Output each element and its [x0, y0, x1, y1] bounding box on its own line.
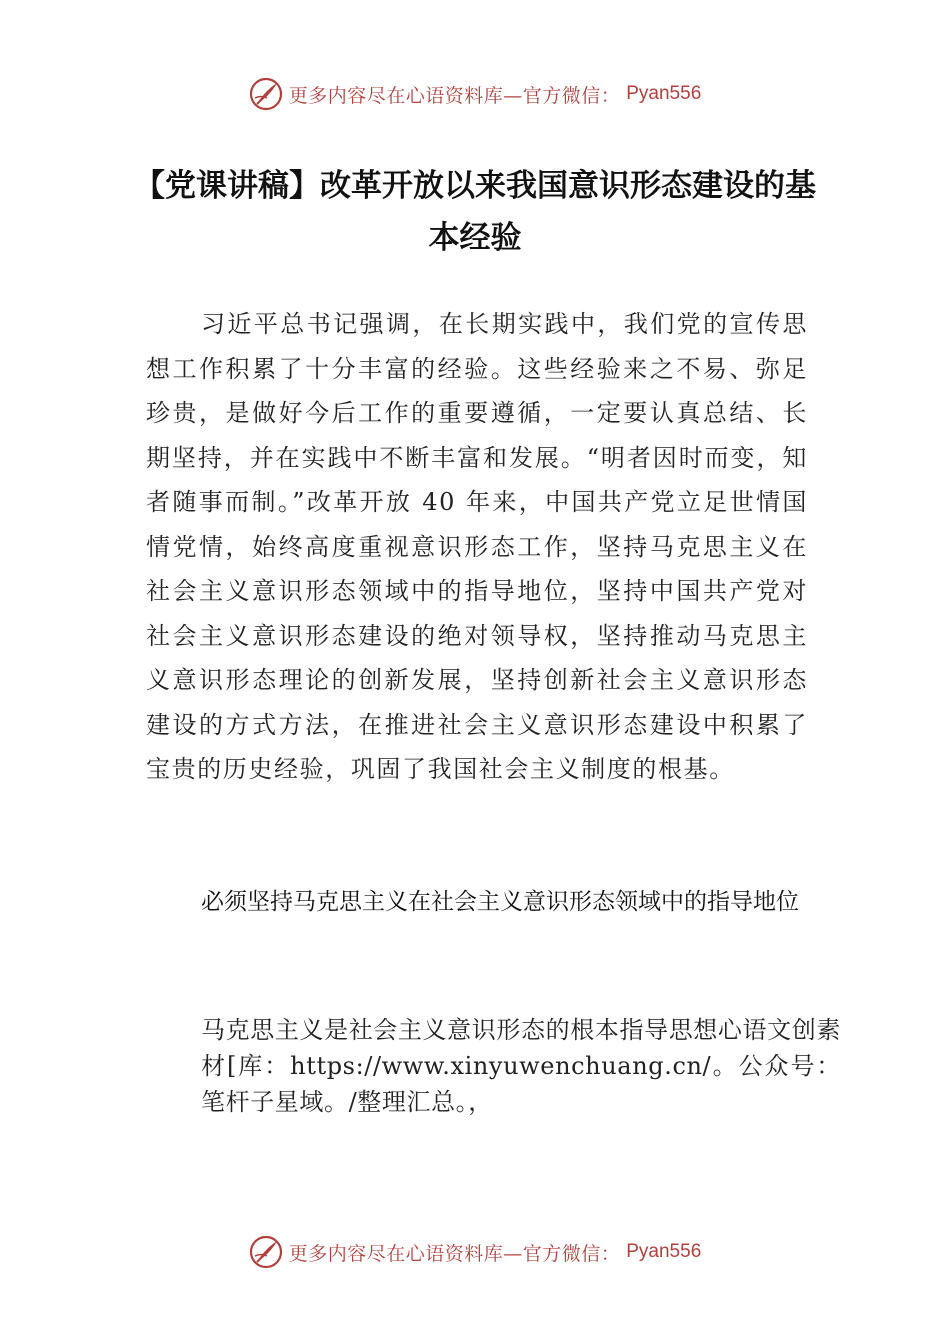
banner-text: 更多内容尽在心语资料库—官方微信： — [288, 84, 621, 107]
section-heading: 必须坚持马克思主义在社会主义意识形态领域中的指导地位 — [201, 889, 799, 915]
banner-wechat-id: Pyan556 — [626, 83, 702, 104]
banner-wechat-id: Pyan556 — [626, 1241, 702, 1262]
paragraph-intro: 习近平总书记强调，在长期实践中，我们党的宣传思想工作积累了十分丰富的经验。这些经验来之不易、弥足珍贵，是做好今后工作的重要遵循，一定要认真总结、长期坚持，并在实践中不断丰富和发展。“明者因时而变，知者随事而制。”改革开放 40 年来，中国共产党立足世情国情党情，始终高度重视意识形态工作，坚持马克思主义在社会主义意识形态领域中的指导地位，坚持中国共产党对社会主义意识形态建设的绝对领导权，坚持推动马克思主义意识形态理论的创新发展，坚持创新社会主义意识形态建设的方式方法，在推进社会主义意识形态建设中积累了宝贵的历史经验，巩固了我国社会主义制度的根基。 — [146, 310, 808, 783]
feather-pen-logo-icon — [249, 1235, 283, 1269]
feather-pen-logo-icon — [249, 77, 283, 111]
paragraph-section-body: 马克思主义是社会主义意识形态的根本指导思想心语文创素材[库：https://www.xinyuwenchuang.cn/。公众号：笔杆子星域。/整理汇总。， — [201, 1016, 841, 1116]
banner-text: 更多内容尽在心语资料库—官方微信： — [288, 1242, 621, 1265]
document-title: 【党课讲稿】改革开放以来我国意识形态建设的基本经验 — [134, 168, 816, 256]
header-banner — [0, 72, 950, 116]
footer-banner — [0, 1230, 950, 1274]
